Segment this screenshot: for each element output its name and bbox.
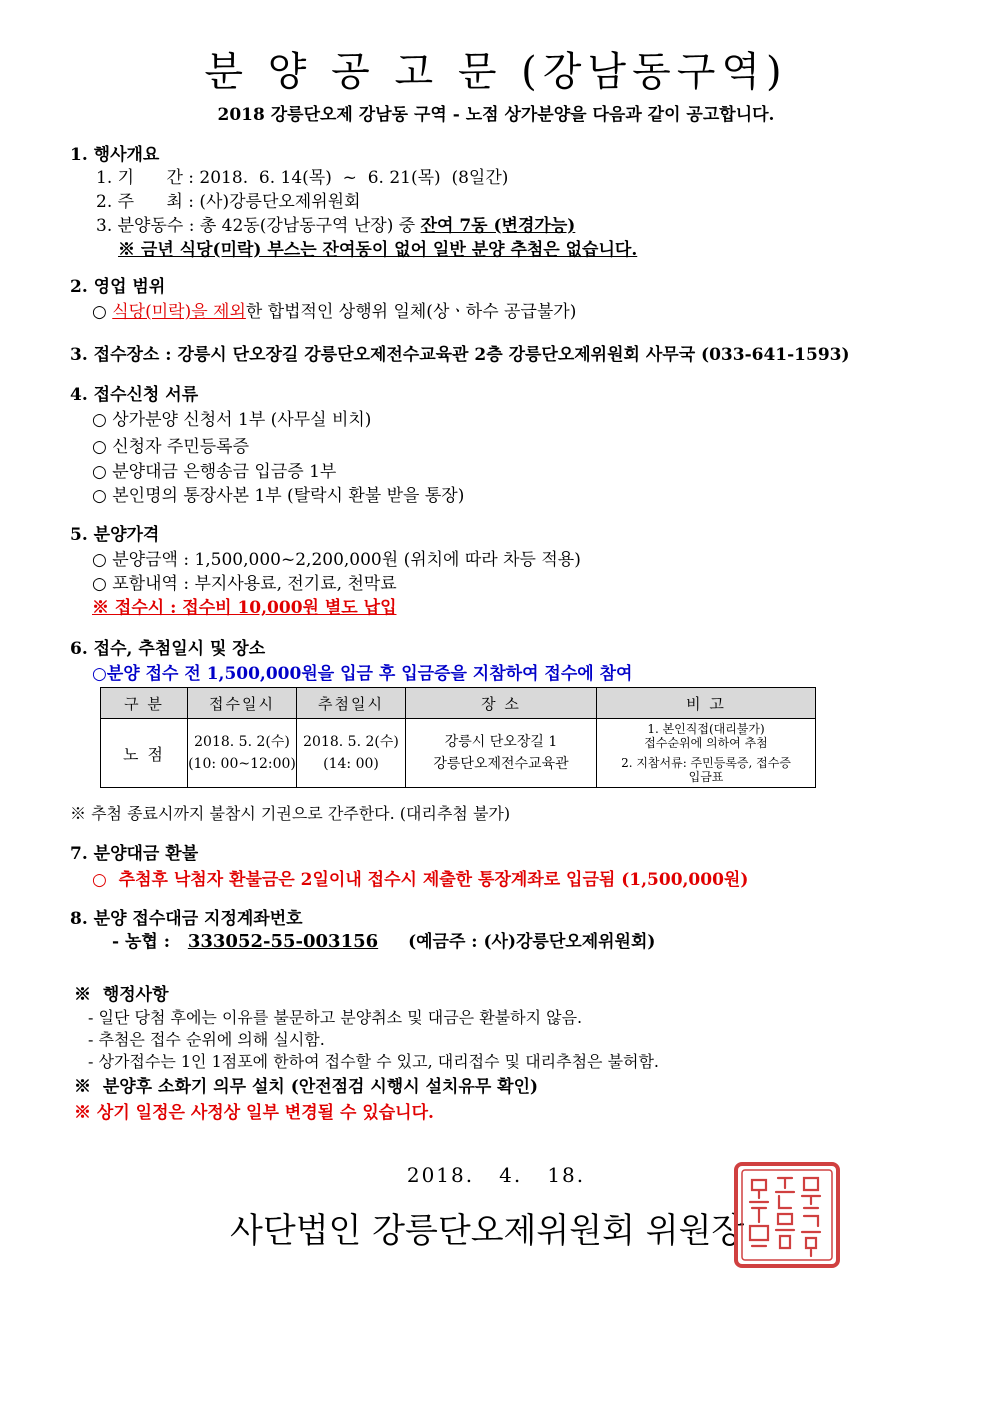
registration-date: 2018. 5. 2(수) <box>194 734 290 750</box>
registration-cell <box>188 719 297 788</box>
draw-date: 2018. 5. 2(수) <box>303 734 399 750</box>
remark-1: 1. 본인직접(대리불가) <box>647 722 765 736</box>
official-seal-icon <box>732 1160 842 1270</box>
document-item: ○ 상가분양 신청서 1부 (사무실 비치) <box>92 410 372 430</box>
document-item: ○ 신청자 주민등록증 <box>92 437 250 457</box>
admin-item: - 일단 당첨 후에는 이유를 불문하고 분양취소 및 대금은 환불하지 않음. <box>88 1008 583 1027</box>
header-category: 구 분 <box>101 688 188 719</box>
admin-item: - 상가접수는 1인 1점포에 한하여 접수할 수 있고, 대리접수 및 대리추첨은 불허함. <box>88 1052 660 1071</box>
excluded-item: 식당(미락)을 제외 <box>112 302 246 322</box>
schedule-table <box>100 687 816 788</box>
price-range: ○ 분양금액 : 1,500,000~2,200,000원 (위치에 따라 차등 적용) <box>92 550 581 570</box>
admin-item: - 추첨은 접수 순위에 의해 실시함. <box>88 1030 325 1049</box>
event-host: 2. 주 최 : (사)강릉단오제위원회 <box>96 192 361 212</box>
account-number: 333052-55-003156 <box>187 931 379 952</box>
draw-time: (14: 00) <box>323 756 379 772</box>
remarks-cell <box>597 719 816 788</box>
notice-date: 2018. 4. 18. <box>406 1163 586 1187</box>
table-header-row <box>101 688 816 719</box>
draw-footnote: ※ 추첨 종료시까지 불참시 기권으로 간주한다. (대리추첨 불가) <box>70 804 511 823</box>
remaining-booths: 잔여 7동 (변경가능) <box>420 216 576 236</box>
page-title: 분 양 공 고 문 (강남동구역) <box>204 49 788 95</box>
section4-heading: 4. 접수신청 서류 <box>70 385 199 405</box>
price-includes: ○ 포함내역 : 부지사용료, 전기료, 천막료 <box>92 574 397 594</box>
section5-heading: 5. 분양가격 <box>70 525 160 545</box>
deposit-instruction: ○분양 접수 전 1,500,000원을 입금 후 입금증을 지참하여 접수에 참여 <box>92 664 633 684</box>
bullet-icon: ○ <box>92 302 107 322</box>
section7-heading: 7. 분양대금 환불 <box>70 844 199 864</box>
section3-location: 3. 접수장소 : 강릉시 단오장길 강릉단오제전수교육관 2층 강릉단오제위원회 사무국 (033-641-1593) <box>70 345 850 365</box>
bank-name: - 농협 : <box>112 932 176 952</box>
section8-heading: 8. 분양 접수대금 지정계좌번호 <box>70 909 303 929</box>
booth-count-label: 3. 분양동수 : 총 42동(강남동구역 난장) 중 <box>96 216 421 236</box>
place-building: 강릉단오제전수교육관 <box>433 756 569 772</box>
header-registration-time: 접수일시 <box>188 688 297 719</box>
section2-heading: 2. 영업 범위 <box>70 277 166 297</box>
header-place: 장 소 <box>406 688 597 719</box>
extinguisher-notice: ※ 분양후 소화기 의무 설치 (안전점검 시행시 설치유무 확인) <box>74 1077 539 1097</box>
booth-count <box>96 211 575 236</box>
section1-heading: 1. 행사개요 <box>70 145 160 165</box>
bank-account-line <box>112 927 655 952</box>
account-holder: (예금주 : (사)강릉단오제위원회) <box>408 932 656 952</box>
schedule-change-notice: ※ 상기 일정은 사정상 일부 변경될 수 있습니다. <box>74 1103 434 1123</box>
admin-heading: ※ 행정사항 <box>74 985 169 1005</box>
restaurant-note: ※ 금년 식당(미락) 부스는 잔여동이 없어 일반 분양 추첨은 없습니다. <box>118 240 638 260</box>
section6-heading: 6. 접수, 추첨일시 및 장소 <box>70 639 266 659</box>
remark-2: 2. 지참서류: 주민등록증, 접수증 <box>621 756 791 770</box>
header-draw-time: 추첨일시 <box>297 688 406 719</box>
page-subtitle: 2018 강릉단오제 강남동 구역 - 노점 상가분양을 다음과 같이 공고합니다. <box>217 105 775 125</box>
event-period: 1. 기 간 : 2018. 6. 14(목) ~ 6. 21(목) (8일간) <box>96 168 509 188</box>
business-scope <box>92 297 576 322</box>
place-cell <box>406 719 597 788</box>
draw-cell <box>297 719 406 788</box>
place-address: 강릉시 단오장길 1 <box>444 734 558 750</box>
document-item: ○ 본인명의 통장사본 1부 (탈락시 환불 받을 통장) <box>92 486 465 506</box>
business-scope-text: 한 합법적인 상행위 일체(상ㆍ하수 공급불가) <box>245 302 577 322</box>
table-row <box>101 719 816 788</box>
signature-line: 사단법인 강릉단오제위원회 위원장 <box>230 1211 745 1251</box>
row-label: 노 점 <box>101 719 188 788</box>
remark-2-detail: 입금표 <box>688 770 724 784</box>
registration-time: (10: 00~12:00) <box>188 756 296 772</box>
header-remarks: 비 고 <box>597 688 816 719</box>
remark-1-detail: 접수순위에 의하여 추첨 <box>644 736 768 750</box>
registration-fee: ※ 접수시 : 접수비 10,000원 별도 납입 <box>92 598 397 618</box>
refund-notice: ○ 추첨후 낙첨자 환불금은 2일이내 접수시 제출한 통장계좌로 입금됨 (1,500,000원) <box>92 870 749 890</box>
document-item: ○ 분양대금 은행송금 입금증 1부 <box>92 462 337 482</box>
